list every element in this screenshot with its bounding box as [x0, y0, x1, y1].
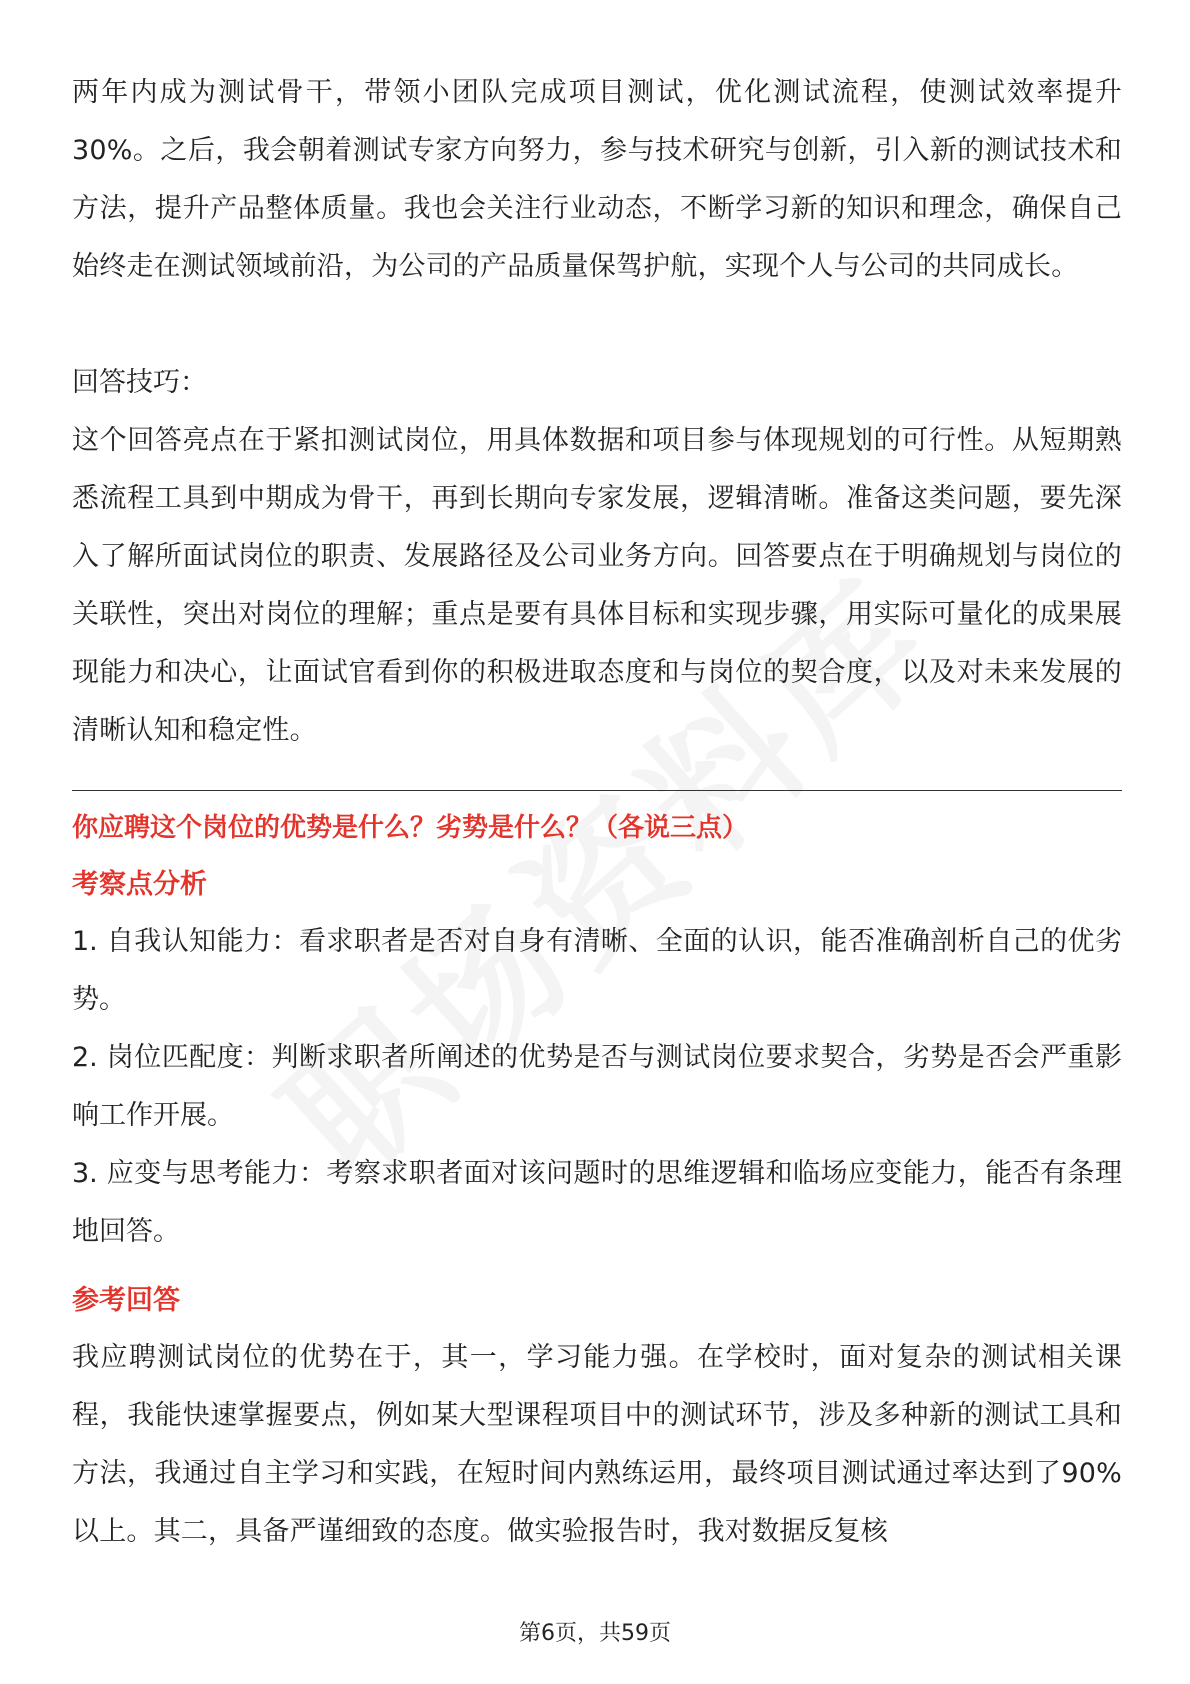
intro-paragraph: 两年内成为测试骨干，带领小团队完成项目测试，优化测试流程，使测试效率提升30%。之后，我会朝着测试专家方向努力，参与技术研究与创新，引入新的测试技术和方法，提升产品整体质量。我也会关注行业动态，不断学习新的知识和理念，确保自己始终走在测试领域前沿，为公司的产品质量保驾护航，实现个人与公司的共同成长。 — [72, 77, 1122, 282]
question-title: 你应聘这个岗位的优势是什么？劣势是什么？（各说三点） — [72, 813, 749, 843]
tips-label: 回答技巧： — [72, 367, 207, 398]
answer-paragraph: 我应聘测试岗位的优势在于，其一，学习能力强。在学校时，面对复杂的测试相关课程，我能快速掌握要点，例如某大型课程项目中的测试环节，涉及多种新的测试工具和方法，我通过自主学习和实践，在短时间内熟练运用，最终项目测试通过率达到了90%以上。其二，具备严谨细致的态度。做实验报告时，我对数据反复核 — [72, 1342, 1122, 1547]
spacer — [72, 1261, 1122, 1273]
page-content — [72, 64, 1122, 1561]
analysis-heading: 考察点分析 — [72, 869, 207, 900]
answer-heading: 参考回答 — [72, 1285, 180, 1316]
analysis-point-1: 1. 自我认知能力：看求职者是否对自身有清晰、全面的认识，能否准确剖析自己的优劣势。 — [72, 926, 1122, 1015]
page-number: 第6页，共59页 — [519, 1621, 671, 1646]
spacer — [72, 296, 1122, 354]
section-divider — [72, 790, 1122, 791]
analysis-point-2: 2. 岗位匹配度：判断求职者所阐述的优势是否与测试岗位要求契合，劣势是否会严重影响工作开展。 — [72, 1042, 1122, 1131]
analysis-point-3: 3. 应变与思考能力：考察求职者面对该问题时的思维逻辑和临场应变能力，能否有条理地回答。 — [72, 1158, 1122, 1247]
tips-paragraph: 这个回答亮点在于紧扣测试岗位，用具体数据和项目参与体现规划的可行性。从短期熟悉流程工具到中期成为骨干，再到长期向专家发展，逻辑清晰。准备这类问题，要先深入了解所面试岗位的职责、发展路径及公司业务方向。回答要点在于明确规划与岗位的关联性，突出对岗位的理解；重点是要有具体目标和实现步骤，用实际可量化的成果展现能力和决心，让面试官看到你的积极进取态度和与岗位的契合度，以及对未来发展的清晰认知和稳定性。 — [72, 425, 1122, 746]
